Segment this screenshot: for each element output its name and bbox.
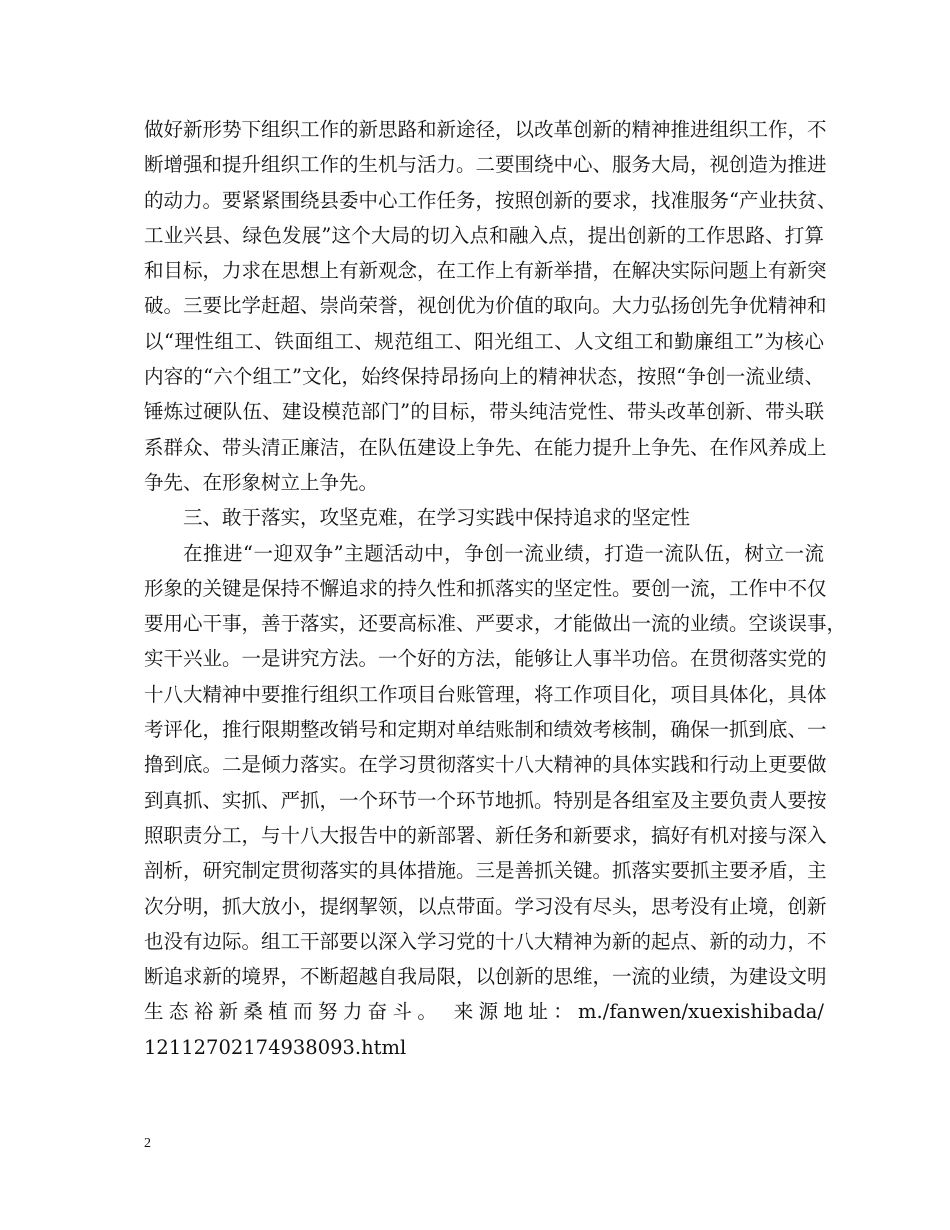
paragraph-line: 断增强和提升组织工作的生机与活力。二要围绕中心、服务大局，视创造为推进 [144,153,827,177]
paragraph-line: 要用心干事，善于落实，还要高标准、严要求，才能做出一流的业绩。空谈误事， [144,612,847,636]
paragraph-line: 的动力。要紧紧围绕县委中心工作任务，按照创新的要求，找准服务“产业扶贫、 [144,188,837,212]
paragraph-line: 争先、在形象树立上争先。 [144,470,379,494]
paragraph-line: 破。三要比学赶超、崇尚荣誉，视创优为价值的取向。大力弘扬创先争优精神和 [144,294,827,318]
source-address-line: 生态裕新桑植而努力奋斗。 来源地址：m./fanwen/xuexishibada/ [144,1000,824,1024]
paragraph-line: 到真抓、实抓、严抓，一个环节一个环节地抓。特别是各组室及主要负责人要按 [144,788,827,812]
paragraph-line: 考评化，推行限期整改销号和定期对单结账制和绩效考核制，确保一抓到底、一 [144,718,827,742]
paragraph-line: 系群众、带头清正廉洁，在队伍建设上争先、在能力提升上争先、在作风养成上 [144,435,827,459]
paragraph-line: 断追求新的境界，不断超越自我局限，以创新的思维，一流的业绩，为建设文明 [144,965,827,989]
paragraph-line: 工业兴县、绿色发展”这个大局的切入点和融入点，提出创新的工作思路、打算 [144,223,824,247]
paragraph-line: 剖析，研究制定贯彻落实的具体措施。三是善抓关键。抓落实要抓主要矛盾，主 [144,859,827,883]
paragraph-line: 锤炼过硬队伍、建设模范部门”的目标，带头纯洁党性、带头改革创新、带头联 [144,400,824,424]
paragraph-line: 内容的“六个组工”文化，始终保持昂扬向上的精神状态，按照“争创一流业绩、 [144,365,824,389]
paragraph-line: 撸到底。二是倾力落实。在学习贯彻落实十八大精神的具体实践和行动上更要做 [144,753,827,777]
page-number: 2 [144,1136,151,1151]
paragraph-line: 照职责分工，与十八大报告中的新部署、新任务和新要求，搞好有机对接与深入 [144,823,827,847]
paragraph-line: 实干兴业。一是讲究方法。一个好的方法，能够让人事半功倍。在贯彻落实党的 [144,647,827,671]
paragraph-line: 在推进“一迎双争”主题活动中，争创一流业绩，打造一流队伍，树立一流 [183,541,824,565]
paragraph-line: 和目标，力求在思想上有新观念，在工作上有新举措，在解决实际问题上有新突 [144,259,827,283]
section-heading: 三、敢于落实，攻坚克难，在学习实践中保持追求的坚定性 [183,506,691,530]
source-url-line: 12112702174938093.html [144,1035,407,1059]
paragraph-line: 十八大精神中要推行组织工作项目台账管理，将工作项目化，项目具体化，具体 [144,682,827,706]
document-body [144,112,847,1065]
paragraph-line: 也没有边际。组工干部要以深入学习党的十八大精神为新的起点、新的动力，不 [144,929,827,953]
paragraph-line: 做好新形势下组织工作的新思路和新途径，以改革创新的精神推进组织工作，不 [144,118,827,141]
paragraph-line: 次分明，抓大放小，提纲挈领，以点带面。学习没有尽头，思考没有止境，创新 [144,894,827,918]
paragraph-line: 以“理性组工、铁面组工、规范组工、阳光组工、人文组工和勤廉组工”为核心 [144,329,824,353]
paragraph-line: 形象的关键是保持不懈追求的持久性和抓落实的坚定性。要创一流，工作中不仅 [144,576,827,600]
